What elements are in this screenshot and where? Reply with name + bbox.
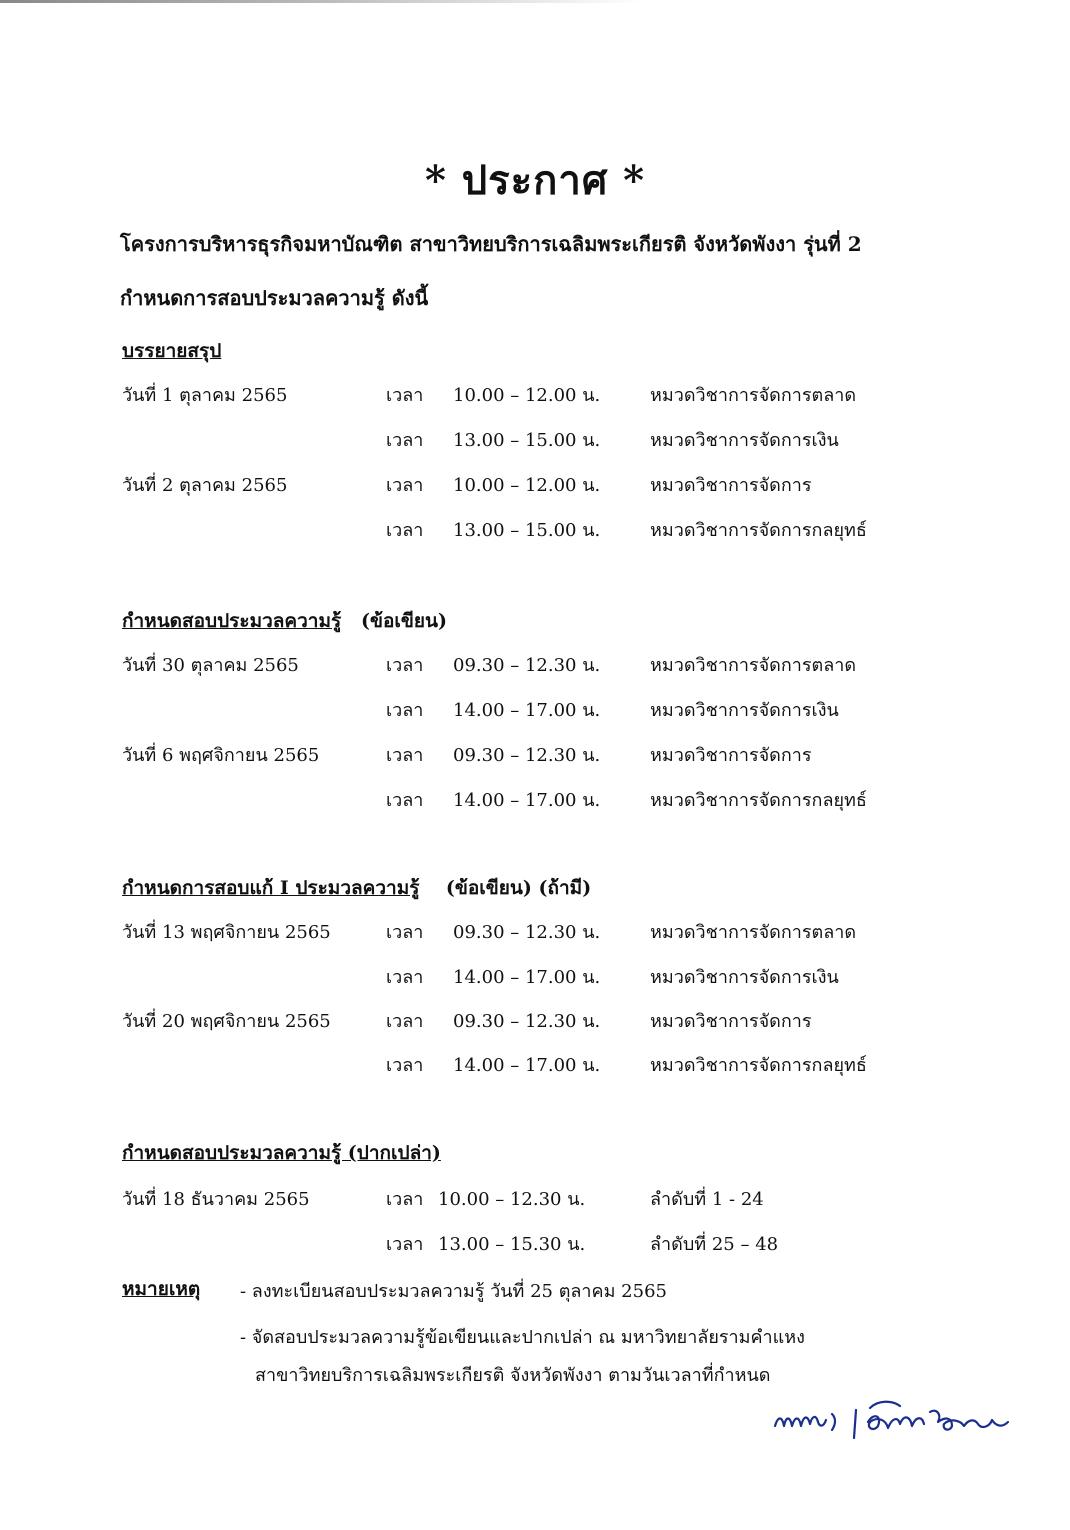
schedule-row — [0, 917, 1070, 947]
retake-heading-suffix: (ข้อเขียน) (ถ้ามี) — [445, 877, 592, 899]
row-time: 10.00 – 12.00 น. — [453, 475, 601, 496]
row-time: 09.30 – 12.30 น. — [453, 745, 601, 766]
row-subject: หมวดวิชาการจัดการ — [650, 1011, 812, 1032]
schedule-row — [0, 515, 1070, 545]
retake-heading-text: กำหนดการสอบแก้ I ประมวลความรู้ — [122, 877, 420, 899]
row-time-label: เวลา — [386, 1011, 424, 1032]
row-time: 13.00 – 15.00 น. — [453, 520, 601, 541]
row-subject: หมวดวิชาการจัดการ — [650, 475, 812, 496]
row-time: 10.00 – 12.00 น. — [453, 385, 601, 406]
oral-heading-text: กำหนดสอบประมวลความรู้ (ปากเปล่า) — [122, 1142, 441, 1164]
written-heading-text: กำหนดสอบประมวลความรู้ — [122, 610, 342, 632]
schedule-row — [0, 785, 1070, 815]
intro-line-1: โครงการบริหารธุรกิจมหาบัณฑิต สาขาวิทยบริการเฉลิมพระเกียรติ จังหวัดพังงา รุ่นที่ 2 — [120, 232, 862, 256]
schedule-row — [0, 1006, 1070, 1036]
row-subject: ลำดับที่ 1 - 24 — [650, 1189, 764, 1210]
schedule-row — [0, 650, 1070, 680]
lecture-heading-text: บรรยายสรุป — [122, 340, 222, 362]
row-subject: หมวดวิชาการจัดการเงิน — [650, 700, 839, 721]
handwritten-signature — [770, 1386, 1040, 1456]
row-subject: หมวดวิชาการจัดการตลาด — [650, 655, 857, 676]
schedule-row — [0, 380, 1070, 410]
retake-heading — [122, 873, 591, 903]
row-subject: หมวดวิชาการจัดการ — [650, 745, 812, 766]
row-time-label: เวลา — [386, 475, 424, 496]
row-time-label: เวลา — [386, 790, 424, 811]
schedule-row — [0, 695, 1070, 725]
row-time: 13.00 – 15.00 น. — [453, 430, 601, 451]
row-time: 10.00 – 12.30 น. — [438, 1189, 586, 1210]
row-time: 14.00 – 17.00 น. — [453, 967, 601, 988]
row-time: 13.00 – 15.30 น. — [438, 1234, 586, 1255]
row-time-label: เวลา — [386, 745, 424, 766]
row-subject: หมวดวิชาการจัดการเงิน — [650, 430, 839, 451]
row-subject: หมวดวิชาการจัดการกลยุทธ์ — [650, 790, 867, 811]
row-time: 09.30 – 12.30 น. — [453, 922, 601, 943]
row-date: วันที่ 30 ตุลาคม 2565 — [122, 655, 299, 676]
page-title: * ประกาศ * — [424, 157, 646, 204]
row-time-label: เวลา — [386, 430, 424, 451]
note-item-2: - จัดสอบประมวลความรู้ข้อเขียนและปากเปล่า ณ มหาวิทยาลัยรามคำแหง — [240, 1327, 805, 1348]
row-time: 14.00 – 17.00 น. — [453, 1055, 601, 1076]
row-time: 14.00 – 17.00 น. — [453, 700, 601, 721]
schedule-row — [0, 962, 1070, 992]
schedule-row — [0, 425, 1070, 455]
row-date: วันที่ 20 พฤศจิกายน 2565 — [122, 1011, 331, 1032]
row-time-label: เวลา — [386, 700, 424, 721]
note-item-1: - ลงทะเบียนสอบประมวลความรู้ วันที่ 25 ตุลาคม 2565 — [240, 1281, 667, 1302]
note-item-2-continued: สาขาวิทยบริการเฉลิมพระเกียรติ จังหวัดพังงา ตามวันเวลาที่กำหนด — [255, 1365, 771, 1386]
schedule-row — [0, 470, 1070, 500]
row-time-label: เวลา — [386, 1189, 424, 1210]
row-time-label: เวลา — [386, 1234, 424, 1255]
row-subject: หมวดวิชาการจัดการตลาด — [650, 385, 857, 406]
row-subject: หมวดวิชาการจัดการตลาด — [650, 922, 857, 943]
row-time: 14.00 – 17.00 น. — [453, 790, 601, 811]
row-date: วันที่ 6 พฤศจิกายน 2565 — [122, 745, 320, 766]
notes-heading: หมายเหตุ — [122, 1278, 201, 1300]
written-heading — [122, 606, 447, 636]
schedule-row — [0, 740, 1070, 770]
lecture-heading — [122, 336, 221, 366]
row-time-label: เวลา — [386, 655, 424, 676]
row-subject: หมวดวิชาการจัดการกลยุทธ์ — [650, 1055, 867, 1076]
row-subject: หมวดวิชาการจัดการเงิน — [650, 967, 839, 988]
schedule-row — [0, 1184, 1070, 1214]
row-date: วันที่ 18 ธันวาคม 2565 — [122, 1189, 310, 1210]
row-time-label: เวลา — [386, 520, 424, 541]
row-date: วันที่ 13 พฤศจิกายน 2565 — [122, 922, 331, 943]
intro-line-2: กำหนดการสอบประมวลความรู้ ดังนี้ — [120, 286, 429, 310]
row-subject: หมวดวิชาการจัดการกลยุทธ์ — [650, 520, 867, 541]
row-time-label: เวลา — [386, 385, 424, 406]
schedule-row — [0, 1050, 1070, 1080]
row-time-label: เวลา — [386, 1055, 424, 1076]
row-date: วันที่ 2 ตุลาคม 2565 — [122, 475, 288, 496]
written-heading-suffix: (ข้อเขียน) — [361, 610, 448, 632]
row-subject: ลำดับที่ 25 – 48 — [650, 1234, 779, 1255]
row-date: วันที่ 1 ตุลาคม 2565 — [122, 385, 288, 406]
row-time: 09.30 – 12.30 น. — [453, 655, 601, 676]
row-time-label: เวลา — [386, 967, 424, 988]
row-time: 09.30 – 12.30 น. — [453, 1011, 601, 1032]
scan-edge — [0, 0, 1070, 3]
row-time-label: เวลา — [386, 922, 424, 943]
oral-heading — [122, 1138, 441, 1168]
schedule-row — [0, 1229, 1070, 1259]
